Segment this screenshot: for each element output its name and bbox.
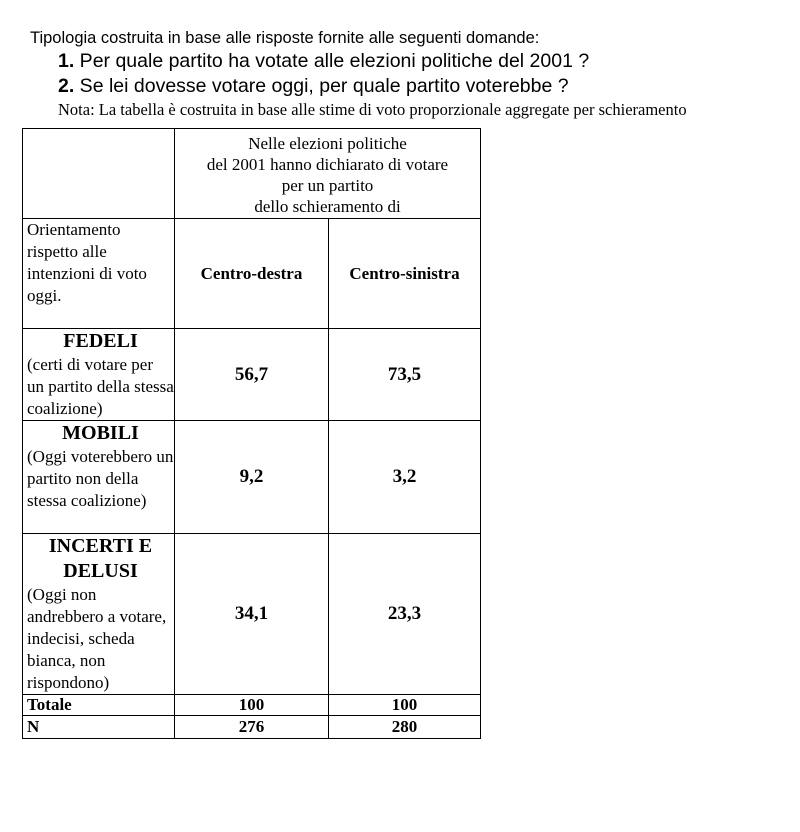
- row-desc-fedeli: (certi di votare per un partito della stessa coalizione): [27, 355, 174, 418]
- header-line-2: del 2001 hanno dichiarato di votare: [206, 155, 449, 174]
- table-row-totale: [23, 695, 481, 716]
- value-n-centro-sinistra: 280: [329, 716, 481, 739]
- header-line-4: dello schieramento di: [254, 197, 401, 216]
- value-n-centro-destra: 276: [175, 716, 329, 739]
- table-row-mobili: [23, 421, 481, 534]
- value-fedeli-centro-destra: 56,7: [175, 329, 329, 421]
- value-totale-centro-sinistra: 100: [329, 695, 481, 716]
- row-label-totale: Totale: [23, 695, 175, 716]
- table-row-n: [23, 716, 481, 739]
- value-mobili-centro-destra: 9,2: [175, 421, 329, 534]
- row-label-incerti: [23, 534, 175, 695]
- question-1: [58, 50, 589, 72]
- question-2-number: 2.: [58, 75, 75, 97]
- question-1-number: 1.: [58, 50, 75, 72]
- results-table: [22, 128, 481, 739]
- header-line-3: per un partito: [281, 176, 374, 195]
- row-desc-incerti: (Oggi non andrebbero a votare, indecisi, scheda bianca, non rispondono): [27, 585, 167, 692]
- column-header-row: [23, 219, 481, 329]
- question-2-text: Se lei dovesse votare oggi, per quale partito voterebbe ?: [74, 75, 569, 97]
- row-label-fedeli: [23, 329, 175, 421]
- row-label-mobili: [23, 421, 175, 534]
- table-header-row: [23, 129, 481, 219]
- table-note: Nota: La tabella è costruita in base alle stime di voto proporzionale aggregate per schieramento: [58, 100, 687, 119]
- value-mobili-centro-sinistra: 3,2: [329, 421, 481, 534]
- row-head-fedeli: FEDELI: [63, 330, 138, 352]
- empty-corner-cell: [23, 129, 175, 219]
- row-head-incerti: INCERTI E DELUSI: [48, 535, 153, 582]
- column-header-centro-destra: Centro-destra: [175, 219, 329, 329]
- table-row-incerti: [23, 534, 481, 695]
- column-header-centro-sinistra: Centro-sinistra: [329, 219, 481, 329]
- intro-text: Tipologia costruita in base alle risposte fornite alle seguenti domande:: [30, 29, 540, 47]
- row-desc-mobili: (Oggi voterebbero un partito non della stessa coalizione): [27, 447, 174, 510]
- value-incerti-centro-sinistra: 23,3: [329, 534, 481, 695]
- row-label-n: N: [23, 716, 175, 739]
- value-totale-centro-destra: 100: [175, 695, 329, 716]
- value-incerti-centro-destra: 34,1: [175, 534, 329, 695]
- row-head-mobili: MOBILI: [62, 422, 139, 444]
- question-1-text: Per quale partito ha votate alle elezioni politiche del 2001 ?: [74, 50, 590, 72]
- question-2: [58, 75, 569, 97]
- header-line-1: Nelle elezioni politiche: [248, 134, 407, 153]
- row-header-label: Orientamento rispetto alle intenzioni di voto oggi.: [23, 219, 175, 329]
- value-fedeli-centro-sinistra: 73,5: [329, 329, 481, 421]
- table-row-fedeli: [23, 329, 481, 421]
- header-span-cell: [175, 129, 481, 219]
